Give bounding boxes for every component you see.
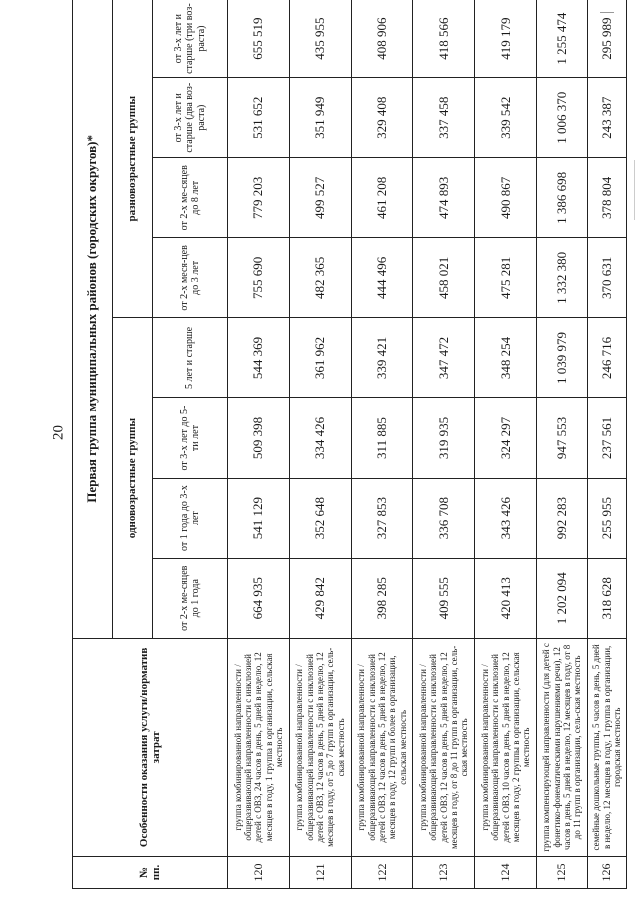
cost-value-cell: 408 906 [351, 0, 413, 78]
cost-value-cell: 336 708 [413, 478, 475, 558]
header-row-number: № пп. [73, 856, 228, 888]
table-row [587, 0, 626, 889]
cost-value-cell: 352 648 [289, 478, 351, 558]
header-age-col: от 3-х лет до 5-ти лет [153, 398, 228, 478]
header-group-title: Первая группа муниципальных районов (городских округов)* [73, 0, 113, 638]
row-number: 121 [289, 856, 351, 888]
cost-value-cell: 435 955 [289, 0, 351, 78]
table-container [40, 0, 640, 911]
cost-value-cell: 531 652 [228, 78, 290, 158]
header-feature: Особенности оказания услуги/норматив затрат [73, 638, 228, 856]
table-row [475, 0, 537, 889]
row-description: группа комбинированной направленности / общеразвивающей направленности с инклюзией детей с ОВЗ, 10 часов в день, 5 дней в неделю, 12 месяцев в году, 2 группы в организации, сельская местность [475, 638, 537, 856]
cost-value-cell: 339 542 [475, 78, 537, 158]
row-description: группа компенсирующей направленности (для детей с фонетико-фонематическими нарушениями речи), 12 часов в день, 5 дней в неделю, 12 месяцев в году, от 8 до 11 групп в организации, сель-ская местность [537, 638, 588, 856]
cost-value-cell: 347 472 [413, 318, 475, 398]
cost-value-cell: 1 039 979 [537, 318, 588, 398]
header-mixed-age-groups: разновозрастные группы [113, 0, 153, 318]
cost-value-cell: 461 208 [351, 158, 413, 238]
cost-value-cell: 343 426 [475, 478, 537, 558]
row-number: 122 [351, 856, 413, 888]
cost-value-cell: 361 962 [289, 318, 351, 398]
cost-value-cell: 351 949 [289, 78, 351, 158]
row-number: 120 [228, 856, 290, 888]
cost-value-cell: 418 566 [413, 0, 475, 78]
row-number: 125 [537, 856, 588, 888]
cost-value-cell: 475 281 [475, 238, 537, 318]
cost-value-cell: 339 421 [351, 318, 413, 398]
cost-value-cell: 246 716 [587, 318, 626, 398]
cost-value-cell: 1 386 698 [537, 158, 588, 238]
cost-value-cell: 1 255 474 [537, 0, 588, 78]
cost-value-cell: 334 426 [289, 398, 351, 478]
cost-value-cell: 420 413 [475, 558, 537, 638]
cost-value-cell: 490 867 [475, 158, 537, 238]
page-number: 20 [50, 425, 67, 440]
row-description: группа комбинированной направленности / общеразвивающей направленности с инклюзией детей с ОВЗ, 12 часов в день, 5 дней в неделю, 12 месяцев в году, от 5 до 7 групп в организации, сель-ская местность [289, 638, 351, 856]
cost-value-cell: 1 332 380 [537, 238, 588, 318]
cost-value-cell: 398 285 [351, 558, 413, 638]
header-same-age-groups: одновозрастные группы [113, 318, 153, 638]
cost-value-cell: 655 519 [228, 0, 290, 78]
header-age-col: от 3-х лет и старше (три воз-раста) [153, 0, 228, 78]
cost-value-cell: 255 955 [587, 478, 626, 558]
cost-value-cell: 1 006 370 [537, 78, 588, 158]
header-age-col: от 1 года до 3-х лет [153, 478, 228, 558]
cost-value-cell: 474 893 [413, 158, 475, 238]
cost-value-cell: 237 561 [587, 398, 626, 478]
header-age-col: от 2-х меся-цев до 3 лет [153, 238, 228, 318]
cost-norm-table [72, 0, 627, 889]
row-description: группа комбинированной направленности / общеразвивающей направленности с инклюзией детей с ОВЗ, 24 часов в день, 5 дней в неделю, 12 месяцев в году, 1 группа в организации, сельская местность [228, 638, 290, 856]
cost-value-cell: 319 935 [413, 398, 475, 478]
cost-value-cell: 482 365 [289, 238, 351, 318]
cost-value-cell: 992 283 [537, 478, 588, 558]
row-number: 126 [587, 856, 626, 888]
header-age-col: от 3-х лет и старше (два воз-раста) [153, 78, 228, 158]
table-row [228, 0, 290, 889]
cost-value-cell: 458 021 [413, 238, 475, 318]
cost-value-cell: 419 179 [475, 0, 537, 78]
row-description: группа комбинированной направленности / общеразвивающей направленности с инклюзией детей с ОВЗ, 12 часов в день, 5 дней в неделю, 12 месяцев в году, от 8 до 11 групп в организации, сель-ская местность [413, 638, 475, 856]
rotated-table-frame [72, 0, 627, 889]
cost-value-cell: 509 398 [228, 398, 290, 478]
cost-value-cell: 311 885 [351, 398, 413, 478]
cost-value-cell: 348 254 [475, 318, 537, 398]
table-row [413, 0, 475, 889]
row-description: группа комбинированной направленности / общеразвивающей направленности с инклюзией детей с ОВЗ, 12 часов в день, 5 дней в неделю, 12 месяцев в году, 12 групп и более в организации, сельская местность [351, 638, 413, 856]
cost-value-cell: 544 369 [228, 318, 290, 398]
cost-value-cell: 243 387 [587, 78, 626, 158]
cost-value-cell: 541 129 [228, 478, 290, 558]
table-row [537, 0, 588, 889]
cost-value-cell: 295 989 [587, 0, 626, 78]
table-row [289, 0, 351, 889]
cost-value-cell: 337 458 [413, 78, 475, 158]
cost-value-cell: 324 297 [475, 398, 537, 478]
cost-value-cell: 499 527 [289, 158, 351, 238]
cost-value-cell: 755 690 [228, 238, 290, 318]
table-row [351, 0, 413, 889]
cost-value-cell: 444 496 [351, 238, 413, 318]
cost-value-cell: 429 842 [289, 558, 351, 638]
header-age-col: от 2-х ме-сяцев до 8 лет [153, 158, 228, 238]
cost-value-cell: 370 631 [587, 238, 626, 318]
cost-value-cell: 779 203 [228, 158, 290, 238]
cost-value-cell: 327 853 [351, 478, 413, 558]
header-age-col: от 2-х ме-сяцев до 1 года [153, 558, 228, 638]
cost-value-cell: 664 935 [228, 558, 290, 638]
row-description: семейные дошкольные группы, 5 часов в день, 5 дней в неделю, 12 месяцев в году, 1 группа в организации, городская местность [587, 638, 626, 856]
cost-value-cell: 329 408 [351, 78, 413, 158]
row-number: 124 [475, 856, 537, 888]
cost-value-cell: 1 202 094 [537, 558, 588, 638]
header-age-col: 5 лет и старше [153, 318, 228, 398]
cost-value-cell: 947 553 [537, 398, 588, 478]
cost-value-cell: 409 555 [413, 558, 475, 638]
cost-value-cell: 378 804 [587, 158, 626, 238]
row-number: 123 [413, 856, 475, 888]
cost-value-cell: 318 628 [587, 558, 626, 638]
table-body [228, 0, 627, 889]
